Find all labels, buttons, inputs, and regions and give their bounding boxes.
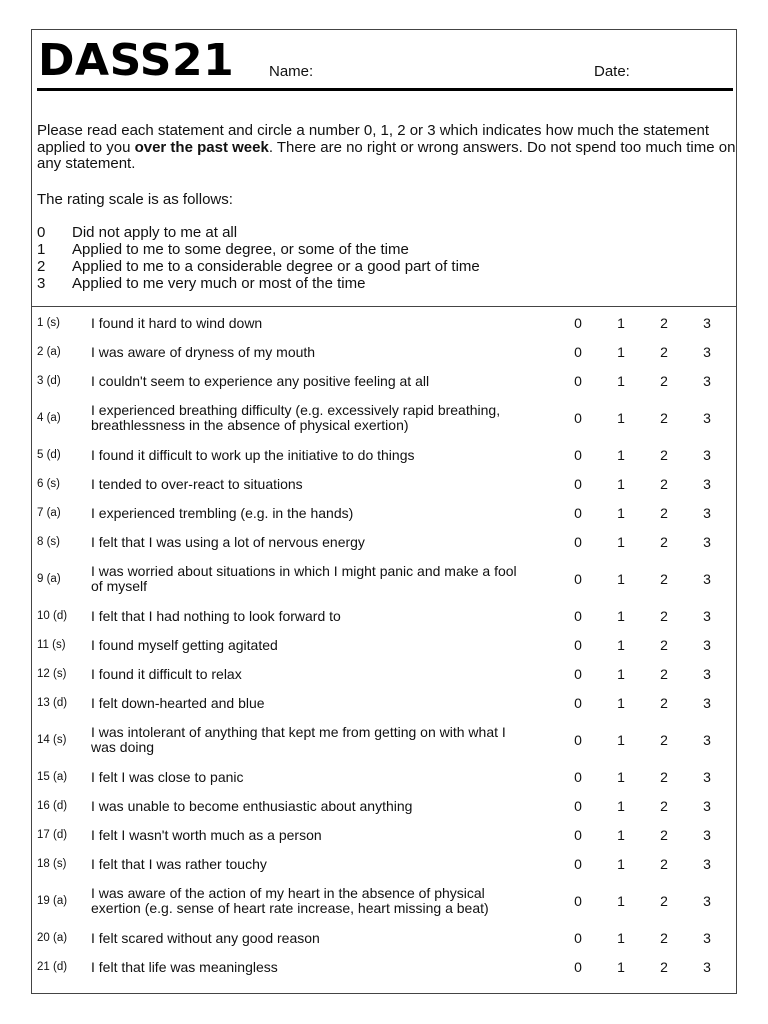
item-code: 15 (a) bbox=[37, 771, 68, 783]
rating-option-1[interactable]: 1 bbox=[617, 344, 625, 360]
item-statement: I felt scared without any good reason bbox=[91, 929, 320, 946]
rating-option-2[interactable]: 2 bbox=[660, 827, 668, 843]
item-statement: I was worried about situations in which I might panic and make a fool of myself bbox=[91, 563, 517, 594]
rating-option-1[interactable]: 1 bbox=[617, 798, 625, 814]
rating-option-3[interactable]: 3 bbox=[703, 856, 711, 872]
rating-option-0[interactable]: 0 bbox=[574, 534, 582, 550]
item-row bbox=[32, 922, 736, 954]
rating-option-2[interactable]: 2 bbox=[660, 637, 668, 653]
rating-option-1[interactable]: 1 bbox=[617, 410, 625, 426]
item-statement: I was unable to become enthusiastic about anything bbox=[91, 797, 413, 814]
item-row bbox=[32, 336, 736, 368]
rating-option-1[interactable]: 1 bbox=[617, 893, 625, 909]
item-row bbox=[32, 790, 736, 822]
item-row bbox=[32, 497, 736, 529]
item-statement: I tended to over-react to situations bbox=[91, 475, 303, 492]
rating-option-3[interactable]: 3 bbox=[703, 608, 711, 624]
rating-option-0[interactable]: 0 bbox=[574, 732, 582, 748]
item-statement: I felt that I had nothing to look forward to bbox=[91, 607, 341, 624]
name-label: Name: bbox=[269, 63, 314, 80]
item-row bbox=[32, 658, 736, 690]
item-row bbox=[32, 724, 736, 756]
rating-scale-title: The rating scale is as follows: bbox=[37, 191, 233, 208]
item-code: 8 (s) bbox=[37, 536, 60, 548]
rating-option-3[interactable]: 3 bbox=[703, 827, 711, 843]
item-statement: I felt that I was using a lot of nervous energy bbox=[91, 533, 365, 550]
item-row bbox=[32, 687, 736, 719]
item-statement: I was intolerant of anything that kept me from getting on with what I was doing bbox=[91, 724, 506, 755]
item-code: 18 (s) bbox=[37, 858, 67, 870]
item-row bbox=[32, 761, 736, 793]
rating-option-2[interactable]: 2 bbox=[660, 608, 668, 624]
item-row bbox=[32, 951, 736, 983]
item-code: 4 (a) bbox=[37, 412, 61, 424]
form-title: DASS21 bbox=[38, 35, 235, 86]
rating-option-1[interactable]: 1 bbox=[617, 856, 625, 872]
item-code: 9 (a) bbox=[37, 573, 61, 585]
form-header bbox=[32, 30, 736, 92]
rating-option-0[interactable]: 0 bbox=[574, 769, 582, 785]
rating-option-2[interactable]: 2 bbox=[660, 798, 668, 814]
rating-option-0[interactable]: 0 bbox=[574, 856, 582, 872]
rating-option-2[interactable]: 2 bbox=[660, 732, 668, 748]
item-statement: I felt that I was rather touchy bbox=[91, 855, 267, 872]
instructions-text-bold: over the past week bbox=[134, 138, 269, 156]
item-code: 2 (a) bbox=[37, 346, 61, 358]
rating-option-3[interactable]: 3 bbox=[703, 798, 711, 814]
rating-option-1[interactable]: 1 bbox=[617, 769, 625, 785]
rating-option-3[interactable]: 3 bbox=[703, 571, 711, 587]
item-code: 1 (s) bbox=[37, 317, 60, 329]
item-row bbox=[32, 885, 736, 917]
item-statement: I experienced breathing difficulty (e.g. excessively rapid breathing, breathlessness in the absence of physical exertion) bbox=[91, 402, 501, 433]
rating-option-2[interactable]: 2 bbox=[660, 344, 668, 360]
rating-option-2[interactable]: 2 bbox=[660, 769, 668, 785]
rating-scale-row bbox=[37, 258, 480, 275]
rating-option-3[interactable]: 3 bbox=[703, 930, 711, 946]
rating-option-0[interactable]: 0 bbox=[574, 827, 582, 843]
instructions-text-part2: . There are no right or wrong answers. Do not spend too much time on any statement. bbox=[37, 138, 736, 172]
rating-scale-row bbox=[37, 241, 480, 258]
rating-scale-row bbox=[37, 224, 480, 241]
rating-option-3[interactable]: 3 bbox=[703, 769, 711, 785]
rating-option-2[interactable]: 2 bbox=[660, 476, 668, 492]
item-statement: I found myself getting agitated bbox=[91, 636, 278, 653]
rating-scale-row bbox=[37, 275, 480, 292]
item-row bbox=[32, 629, 736, 661]
rating-option-0[interactable]: 0 bbox=[574, 930, 582, 946]
rating-scale-list bbox=[37, 224, 480, 292]
rating-scale-label: Applied to me very much or most of the time bbox=[72, 275, 366, 292]
item-row bbox=[32, 468, 736, 500]
rating-option-2[interactable]: 2 bbox=[660, 410, 668, 426]
rating-option-1[interactable]: 1 bbox=[617, 315, 625, 331]
rating-option-1[interactable]: 1 bbox=[617, 571, 625, 587]
rating-option-0[interactable]: 0 bbox=[574, 476, 582, 492]
rating-option-2[interactable]: 2 bbox=[660, 893, 668, 909]
rating-option-3[interactable]: 3 bbox=[703, 959, 711, 975]
item-code: 3 (d) bbox=[37, 375, 61, 387]
item-code: 6 (s) bbox=[37, 478, 60, 490]
rating-option-3[interactable]: 3 bbox=[703, 893, 711, 909]
item-statement: I found it difficult to work up the initiative to do things bbox=[91, 446, 415, 463]
item-code: 17 (d) bbox=[37, 829, 68, 841]
rating-option-0[interactable]: 0 bbox=[574, 695, 582, 711]
item-statement: I was aware of dryness of my mouth bbox=[91, 343, 316, 360]
rating-option-1[interactable]: 1 bbox=[617, 732, 625, 748]
item-code: 12 (s) bbox=[37, 668, 67, 680]
rating-option-1[interactable]: 1 bbox=[617, 373, 625, 389]
rating-option-0[interactable]: 0 bbox=[574, 447, 582, 463]
rating-option-3[interactable]: 3 bbox=[703, 505, 711, 521]
rating-option-2[interactable]: 2 bbox=[660, 534, 668, 550]
item-code: 7 (a) bbox=[37, 507, 61, 519]
item-statement: I found it hard to wind down bbox=[91, 314, 263, 331]
rating-option-1[interactable]: 1 bbox=[617, 608, 625, 624]
item-statement: I experienced trembling (e.g. in the hands) bbox=[91, 504, 354, 521]
item-row bbox=[32, 819, 736, 851]
rating-option-2[interactable]: 2 bbox=[660, 571, 668, 587]
item-code: 21 (d) bbox=[37, 961, 68, 973]
dass21-form bbox=[31, 29, 737, 994]
rating-option-0[interactable]: 0 bbox=[574, 571, 582, 587]
rating-option-0[interactable]: 0 bbox=[574, 959, 582, 975]
item-statement: I felt I was close to panic bbox=[91, 768, 244, 785]
item-statement: I was aware of the action of my heart in the absence of physical exertion (e.g. sense of heart rate increase, heart missing a beat) bbox=[91, 885, 489, 916]
rating-option-0[interactable]: 0 bbox=[574, 666, 582, 682]
instructions-text-part1: Please read each statement and circle a number 0, 1, 2 or 3 which indicates how much the statement applied to you bbox=[37, 122, 710, 156]
header-divider bbox=[37, 88, 733, 91]
rating-option-3[interactable]: 3 bbox=[703, 447, 711, 463]
rating-scale-label: Applied to me to a considerable degree or a good part of time bbox=[72, 258, 480, 275]
rating-option-2[interactable]: 2 bbox=[660, 447, 668, 463]
rating-option-2[interactable]: 2 bbox=[660, 695, 668, 711]
rating-option-2[interactable]: 2 bbox=[660, 666, 668, 682]
date-label: Date: bbox=[594, 63, 630, 80]
rating-scale-value: 2 bbox=[37, 258, 46, 275]
item-row bbox=[32, 848, 736, 880]
rating-option-0[interactable]: 0 bbox=[574, 798, 582, 814]
rating-option-1[interactable]: 1 bbox=[617, 930, 625, 946]
rating-option-1[interactable]: 1 bbox=[617, 959, 625, 975]
rating-option-0[interactable]: 0 bbox=[574, 373, 582, 389]
rating-option-0[interactable]: 0 bbox=[574, 410, 582, 426]
rating-option-1[interactable]: 1 bbox=[617, 534, 625, 550]
item-code: 13 (d) bbox=[37, 697, 68, 709]
item-statement: I felt down-hearted and blue bbox=[91, 694, 265, 711]
rating-option-2[interactable]: 2 bbox=[660, 315, 668, 331]
item-statement: I felt that life was meaningless bbox=[91, 958, 278, 975]
rating-option-3[interactable]: 3 bbox=[703, 637, 711, 653]
rating-scale-label: Did not apply to me at all bbox=[72, 224, 238, 241]
rating-option-1[interactable]: 1 bbox=[617, 637, 625, 653]
rating-option-3[interactable]: 3 bbox=[703, 410, 711, 426]
item-statement: I felt I wasn't worth much as a person bbox=[91, 826, 322, 843]
item-row bbox=[32, 600, 736, 632]
rating-option-3[interactable]: 3 bbox=[703, 666, 711, 682]
rating-option-3[interactable]: 3 bbox=[703, 344, 711, 360]
rating-option-3[interactable]: 3 bbox=[703, 476, 711, 492]
rating-option-1[interactable]: 1 bbox=[617, 827, 625, 843]
rating-scale-value: 1 bbox=[37, 241, 46, 258]
item-code: 5 (d) bbox=[37, 449, 61, 461]
item-code: 11 (s) bbox=[37, 639, 66, 651]
rating-option-0[interactable]: 0 bbox=[574, 637, 582, 653]
item-code: 19 (a) bbox=[37, 895, 68, 907]
rating-option-3[interactable]: 3 bbox=[703, 695, 711, 711]
rating-option-2[interactable]: 2 bbox=[660, 505, 668, 521]
rating-option-2[interactable]: 2 bbox=[660, 856, 668, 872]
rating-option-2[interactable]: 2 bbox=[660, 373, 668, 389]
rating-option-1[interactable]: 1 bbox=[617, 476, 625, 492]
rating-option-0[interactable]: 0 bbox=[574, 505, 582, 521]
rating-option-0[interactable]: 0 bbox=[574, 315, 582, 331]
rating-option-2[interactable]: 2 bbox=[660, 959, 668, 975]
rating-scale-value: 3 bbox=[37, 275, 46, 292]
item-row bbox=[32, 307, 736, 339]
item-row bbox=[32, 526, 736, 558]
rating-option-1[interactable]: 1 bbox=[617, 695, 625, 711]
item-row bbox=[32, 365, 736, 397]
rating-option-1[interactable]: 1 bbox=[617, 447, 625, 463]
rating-scale-value: 0 bbox=[37, 224, 46, 241]
rating-option-0[interactable]: 0 bbox=[574, 893, 582, 909]
item-code: 14 (s) bbox=[37, 734, 67, 746]
instructions-paragraph bbox=[37, 123, 737, 173]
item-code: 16 (d) bbox=[37, 800, 68, 812]
item-statement: I couldn't seem to experience any positive feeling at all bbox=[91, 372, 430, 389]
rating-option-0[interactable]: 0 bbox=[574, 608, 582, 624]
item-row bbox=[32, 439, 736, 471]
rating-option-1[interactable]: 1 bbox=[617, 505, 625, 521]
rating-option-3[interactable]: 3 bbox=[703, 534, 711, 550]
rating-option-1[interactable]: 1 bbox=[617, 666, 625, 682]
rating-option-2[interactable]: 2 bbox=[660, 930, 668, 946]
rating-option-3[interactable]: 3 bbox=[703, 373, 711, 389]
item-row bbox=[32, 563, 736, 595]
instructions bbox=[37, 123, 737, 173]
item-code: 20 (a) bbox=[37, 932, 68, 944]
rating-option-3[interactable]: 3 bbox=[703, 315, 711, 331]
rating-scale-label: Applied to me to some degree, or some of the time bbox=[72, 241, 409, 258]
item-code: 10 (d) bbox=[37, 610, 68, 622]
item-statement: I found it difficult to relax bbox=[91, 665, 242, 682]
rating-option-3[interactable]: 3 bbox=[703, 732, 711, 748]
rating-option-0[interactable]: 0 bbox=[574, 344, 582, 360]
item-row bbox=[32, 402, 736, 434]
